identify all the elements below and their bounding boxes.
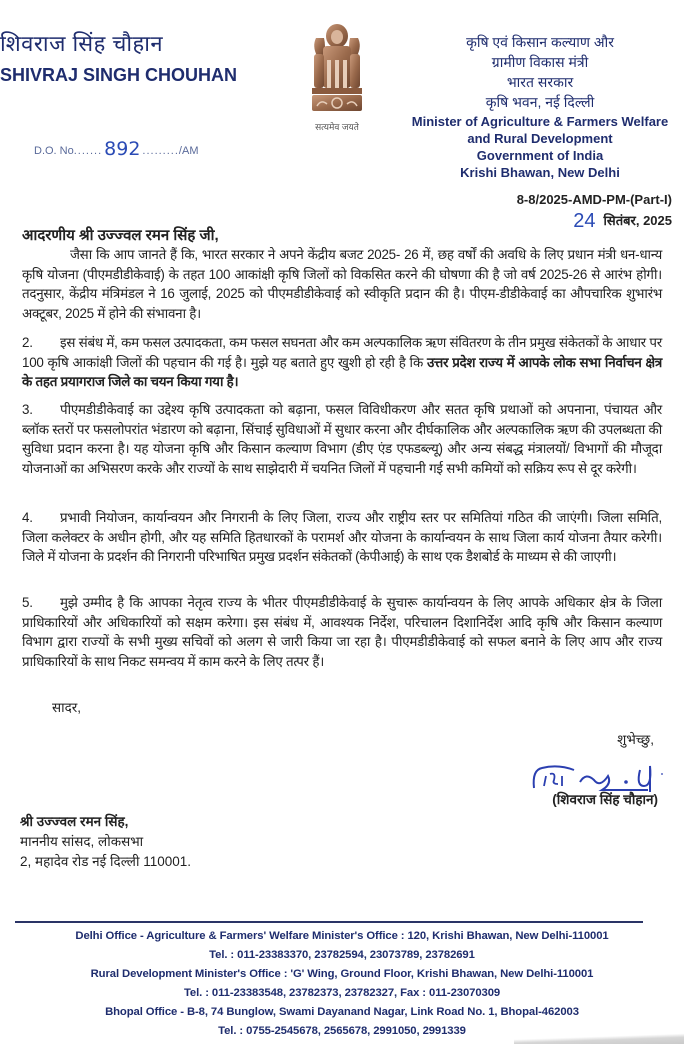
footer-line: Tel. : 011-23383370, 23782594, 23073789, 23782691 [209,949,475,961]
paragraph-4 [22,508,662,567]
paragraph-number: 5. [22,595,33,610]
office-english-line: Minister of Agriculture & Farmers Welfare [411,114,669,129]
recipient-designation: माननीय सांसद, लोकसभा [20,834,144,849]
footer-divider [15,921,643,923]
paragraph-text: मुझे उम्मीद है कि आपका नेतृत्व राज्य के भीतर पीएमडीडीकेवाई के सुचारू कार्यान्वयन के लिए आपके अधिकार क्षेत्र के जिला प्राधिकारियों और अधिकारियों को सक्षम करेगा। इस संबंध में, आवश्यक निर्देश, परिचालन दिशानिर्देश आदि कृषि और किसान कल्याण विभाग द्वारा राज्यों के सभी मुख्य सचिवों को अलग से जारी किया जा रहा है। पीएमडीडीकेवाई को सफल बनाने के लिए आप और राज्य प्राधिकारियों के साथ निकट समन्वय में काम करने के लिए तत्पर हैं। [22,595,662,669]
office-hindi-line: ग्रामीण विकास मंत्री [491,54,589,70]
national-emblem-icon [308,20,366,118]
do-number-handwritten: 892 [104,138,141,160]
footer-line: Delhi Office - Agriculture & Farmers' Welfare Minister's Office : 120, Krishi Bhawan, New Delhi-110001 [75,930,609,942]
closing-well-wisher: शुभेच्छु, [617,732,654,747]
recipient-name: श्री उज्ज्वल रमन सिंह, [20,814,129,829]
dotted-leader: ....... [73,145,103,157]
paragraph-2 [22,333,662,392]
paragraph-text: इस संबंध में, कम फसल उत्पादकता, कम फसल सघनता और कम अल्पकालिक ऋण संवितरण के तीन प्रमुख संकेतकों के आधार पर 100 कृषि आकांक्षी जिलों की पहचान की गई है। मुझे यह बताते हुए खुशी हो रही है कि [22,335,662,370]
office-english-block [395,113,684,181]
page-curl-shadow [514,1032,684,1044]
national-emblem [298,20,376,138]
paragraph-text: जैसा कि आप जानते हैं कि, भारत सरकार ने अपने केंद्रीय बजट 2025- 26 में, छह वर्षों की अवधि के लिए प्रधान मंत्री धन-धान्य कृषि योजना (पीएमडीडीकेवाई) के तहत 100 आकांक्षी कृषि जिलों को विकसित करने की घोषणा की है जो वर्ष 2025-26 से आरंभ होगी। तदनुसार, केंद्रीय मंत्रिमंडल ने 16 जुलाई, 2025 को पीएमडीडीकेवाई को स्वीकृति प्रदान की है। पीएम-डीडीकेवाई का औपचारिक शुभारंभ अक्टूबर, 2025 में होने की संभावना है। [22,247,662,321]
do-number [34,137,198,159]
file-reference-number: 8-8/2025-AMD-PM-(Part-I) [516,192,672,207]
office-english-line: Krishi Bhawan, New Delhi [460,165,620,180]
office-english-line: Government of India [476,148,604,163]
paragraph-3 [22,400,662,478]
office-hindi-block [400,32,680,112]
footer-line: Tel. : 0755-2545678, 2565678, 2991050, 2991339 [218,1025,466,1037]
paragraph-1 [22,245,662,323]
letter-date [573,208,672,231]
footer-line: Rural Development Minister's Office : 'G' Wing, Ground Floor, Krishi Bhawan, New Delhi-110001 [90,968,594,980]
minister-name-hindi: शिवराज सिंह चौहान [0,31,164,56]
date-day-handwritten: 24 [573,210,596,232]
paragraph-number: 3. [22,402,33,417]
office-hindi-line: कृषि भवन, नई दिल्ली [485,94,595,110]
office-english-line: and Rural Development [467,131,613,146]
paragraph-number: 2. [22,335,33,350]
footer-line: Bhopal Office - B-8, 74 Bunglow, Swami Dayanand Nagar, Link Road No. 1, Bhopal-462003 [105,1006,579,1018]
footer-contact-block [0,927,684,1041]
office-hindi-line: कृषि एवं किसान कल्याण और [466,34,614,50]
do-prefix: D.O. No [34,145,74,157]
closing-regards: सादर, [52,700,82,715]
dotted-leader: ......... [142,145,179,157]
recipient-address [20,812,191,872]
signatory-name: (शिवराज सिंह चौहान) [552,792,658,807]
footer-line: Tel. : 011-23383548, 23782373, 23782327, Fax : 011-23070309 [183,987,501,999]
paragraph-5 [22,593,662,671]
minister-name-english: SHIVRAJ SINGH CHOUHAN [0,65,238,85]
paragraph-text: पीएमडीडीकेवाई का उद्देश्य कृषि उत्पादकता को बढ़ाना, फसल विविधीकरण और सतत कृषि प्रथाओं को अपनाना, पंचायत और ब्लॉक स्तरों पर फसलोपरांत भंडारण को बढ़ाना, सिंचाई सुविधाओं में सुधार करना और दीर्घकालिक और अल्पकालिक ऋण की उपलब्धता की सुविधा प्रदान करना है। यह योजना कृषि और किसान कल्याण विभाग (डीए एंड एफडब्ल्यू) और अन्य संबद्ध मंत्रालयों/ विभागों की मौजूदा योजनाओं का अभिसरण करके और राज्यों के साथ साझेदारी में चयनित जिलों में पहचानी गई सभी कमियों को सक्रिय रूप से दूर करेगी। [22,402,662,476]
salutation: आदरणीय श्री उज्ज्वल रमन सिंह जी, [22,227,219,244]
emblem-motto: सत्यमेव जयते [315,122,359,132]
paragraph-text: प्रभावी नियोजन, कार्यान्वयन और निगरानी के लिए जिला, राज्य और राष्ट्रीय स्तर पर समितियां गठित की जाएंगी। जिला समिति, जिला कलेक्टर के अधीन होगी, और यह समिति हितधारकों के परामर्श और योजना के कार्यान्वयन के साथ जिला कार्य योजना तैयार करेगी। जिले में योजना के प्रदर्शन की निगरानी परिभाषित प्रमुख प्रदर्शन संकेतकों (केपीआई) के साथ एक डैशबोर्ड के माध्यम से की जाएगी। [22,510,662,564]
paragraph-highlight: उत्तर प्रदेश राज्य में आपके लोक सभा निर्वाचन क्षेत्र के तहत प्रयागराज जिले का चयन किया गया है। [22,354,663,389]
paragraph-number: 4. [22,510,33,525]
date-month-year: सितंबर, 2025 [603,213,672,228]
office-hindi-line: भारत सरकार [506,74,574,90]
do-suffix: /AM [178,145,199,157]
recipient-street-address: 2, महादेव रोड नई दिल्ली 110001. [20,854,191,869]
